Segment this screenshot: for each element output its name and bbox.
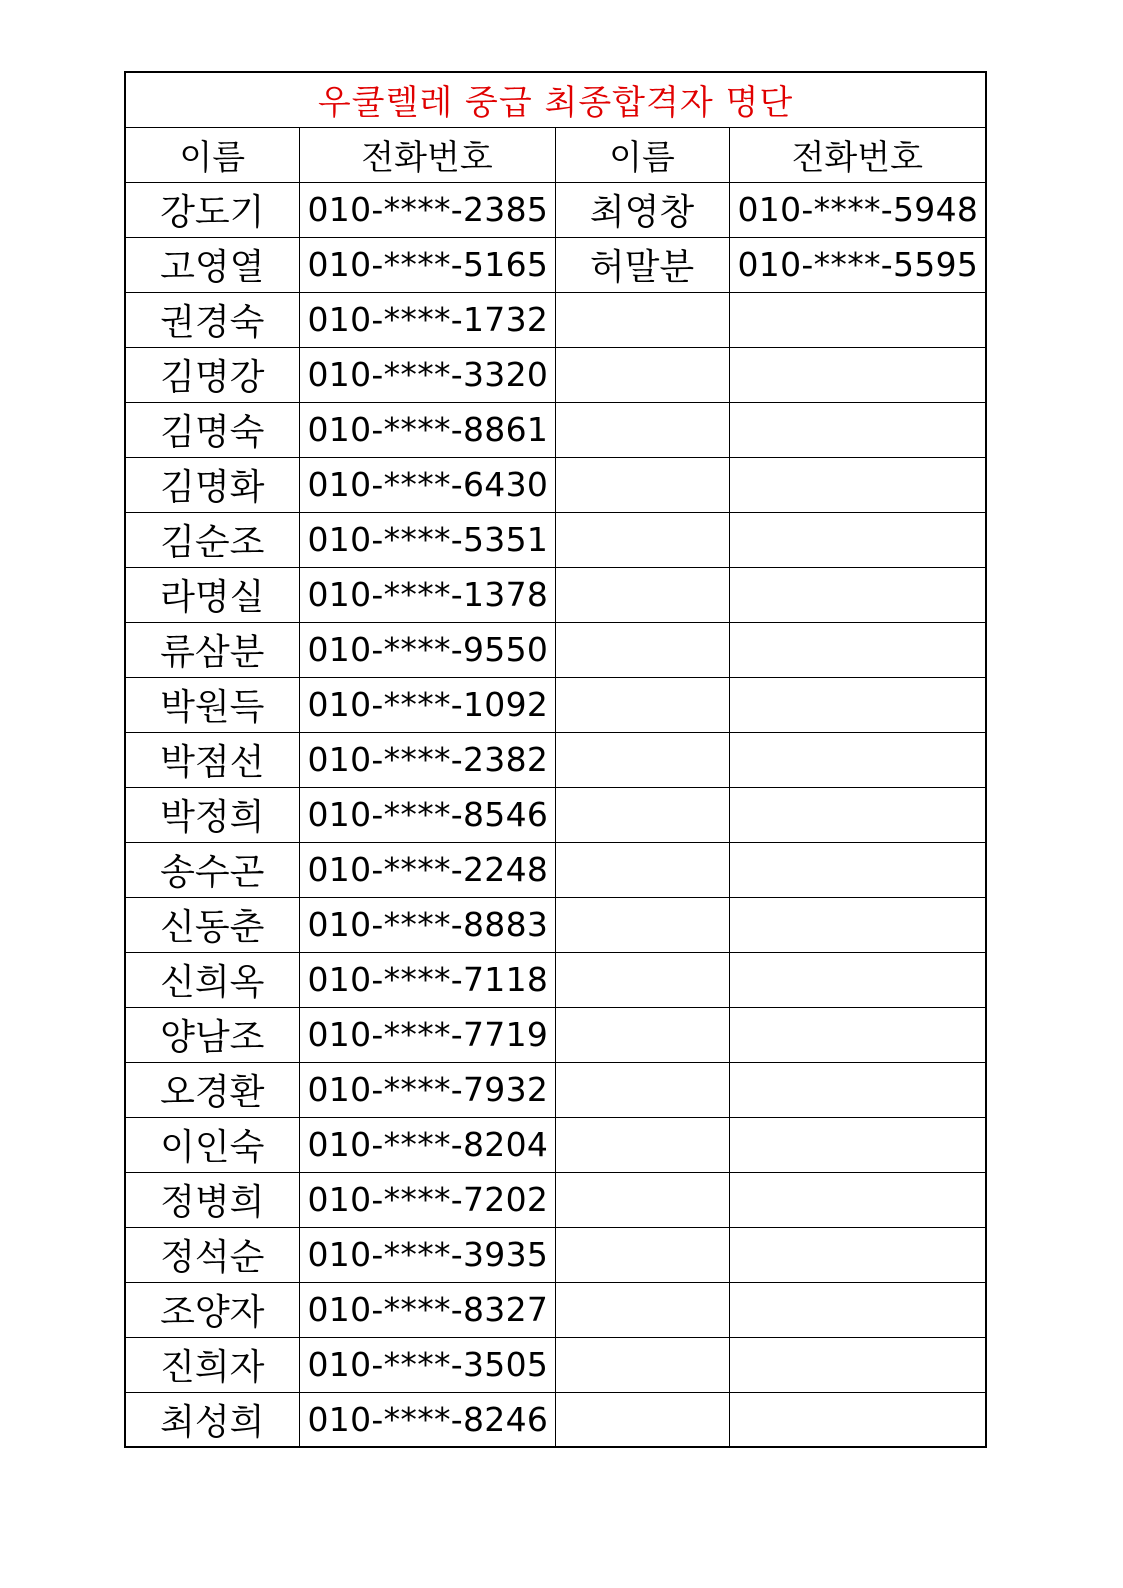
- name-cell: 오경환: [125, 1062, 299, 1117]
- phone-cell: [729, 512, 986, 567]
- name-cell: [555, 402, 729, 457]
- phone-cell: 010-****-2248: [299, 842, 555, 897]
- name-cell: 강도기: [125, 182, 299, 237]
- phone-cell: [729, 457, 986, 512]
- phone-cell: 010-****-5165: [299, 237, 555, 292]
- phone-cell: 010-****-2385: [299, 182, 555, 237]
- phone-cell: 010-****-2382: [299, 732, 555, 787]
- phone-cell: 010-****-1732: [299, 292, 555, 347]
- name-cell: [555, 292, 729, 347]
- name-cell: 김순조: [125, 512, 299, 567]
- table-row: [125, 1282, 986, 1337]
- phone-cell: [729, 1172, 986, 1227]
- name-cell: 고영열: [125, 237, 299, 292]
- name-cell: [555, 457, 729, 512]
- phone-cell: [729, 787, 986, 842]
- phone-cell: 010-****-5948: [729, 182, 986, 237]
- table-row: [125, 292, 986, 347]
- phone-cell: [729, 622, 986, 677]
- name-cell: [555, 1392, 729, 1447]
- phone-cell: 010-****-9550: [299, 622, 555, 677]
- name-cell: [555, 1227, 729, 1282]
- name-cell: 정병희: [125, 1172, 299, 1227]
- name-cell: [555, 842, 729, 897]
- name-cell: [555, 347, 729, 402]
- phone-cell: 010-****-3320: [299, 347, 555, 402]
- name-cell: [555, 1117, 729, 1172]
- name-cell: [555, 952, 729, 1007]
- phone-cell: [729, 402, 986, 457]
- table-row: [125, 347, 986, 402]
- phone-cell: 010-****-1092: [299, 677, 555, 732]
- phone-cell: 010-****-8246: [299, 1392, 555, 1447]
- phone-cell: [729, 1007, 986, 1062]
- name-cell: 송수곤: [125, 842, 299, 897]
- phone-cell: [729, 952, 986, 1007]
- table-row: [125, 622, 986, 677]
- phone-cell: [729, 897, 986, 952]
- name-cell: 김명강: [125, 347, 299, 402]
- table-row: [125, 512, 986, 567]
- name-cell: 류삼분: [125, 622, 299, 677]
- name-cell: 양남조: [125, 1007, 299, 1062]
- table-row: [125, 732, 986, 787]
- name-cell: 박정희: [125, 787, 299, 842]
- table-row: [125, 897, 986, 952]
- table-row: [125, 1117, 986, 1172]
- name-cell: 허말분: [555, 237, 729, 292]
- name-cell: 신희옥: [125, 952, 299, 1007]
- page-title: 우쿨렐레 중급 최종합격자 명단: [125, 72, 986, 127]
- phone-cell: 010-****-8204: [299, 1117, 555, 1172]
- name-cell: 신동춘: [125, 897, 299, 952]
- title-row: [125, 72, 986, 127]
- phone-cell: [729, 1392, 986, 1447]
- phone-cell: [729, 347, 986, 402]
- phone-cell: 010-****-8883: [299, 897, 555, 952]
- name-cell: [555, 1062, 729, 1117]
- name-cell: 라명실: [125, 567, 299, 622]
- phone-cell: 010-****-8546: [299, 787, 555, 842]
- roster-body: [125, 182, 986, 1447]
- phone-cell: 010-****-8327: [299, 1282, 555, 1337]
- phone-cell: [729, 292, 986, 347]
- phone-cell: 010-****-3935: [299, 1227, 555, 1282]
- table-row: [125, 677, 986, 732]
- phone-cell: 010-****-3505: [299, 1337, 555, 1392]
- phone-cell: [729, 732, 986, 787]
- table-row: [125, 182, 986, 237]
- name-cell: [555, 787, 729, 842]
- phone-cell: [729, 842, 986, 897]
- roster-table: [124, 71, 987, 1448]
- table-row: [125, 787, 986, 842]
- name-cell: [555, 512, 729, 567]
- name-cell: [555, 1337, 729, 1392]
- name-cell: 박점선: [125, 732, 299, 787]
- phone-cell: 010-****-7932: [299, 1062, 555, 1117]
- name-cell: [555, 622, 729, 677]
- table-row: [125, 1172, 986, 1227]
- phone-cell: [729, 1282, 986, 1337]
- phone-cell: 010-****-8861: [299, 402, 555, 457]
- header-row: [125, 127, 986, 182]
- name-cell: 진희자: [125, 1337, 299, 1392]
- table-row: [125, 567, 986, 622]
- name-cell: 김명화: [125, 457, 299, 512]
- name-cell: [555, 567, 729, 622]
- name-cell: [555, 897, 729, 952]
- phone-cell: [729, 1062, 986, 1117]
- table-row: [125, 952, 986, 1007]
- phone-cell: 010-****-6430: [299, 457, 555, 512]
- phone-cell: [729, 677, 986, 732]
- phone-cell: [729, 1337, 986, 1392]
- name-cell: [555, 1282, 729, 1337]
- phone-cell: [729, 1117, 986, 1172]
- table-row: [125, 237, 986, 292]
- table-row: [125, 1337, 986, 1392]
- phone-cell: 010-****-7202: [299, 1172, 555, 1227]
- column-header-phone: 전화번호: [729, 127, 986, 182]
- column-header-name: 이름: [555, 127, 729, 182]
- name-cell: 권경숙: [125, 292, 299, 347]
- phone-cell: 010-****-7118: [299, 952, 555, 1007]
- table-row: [125, 1392, 986, 1447]
- phone-cell: [729, 1227, 986, 1282]
- name-cell: [555, 677, 729, 732]
- table-row: [125, 842, 986, 897]
- table-row: [125, 457, 986, 512]
- table-row: [125, 402, 986, 457]
- table-row: [125, 1227, 986, 1282]
- table-row: [125, 1007, 986, 1062]
- phone-cell: 010-****-5595: [729, 237, 986, 292]
- phone-cell: [729, 567, 986, 622]
- name-cell: 최영창: [555, 182, 729, 237]
- table-row: [125, 1062, 986, 1117]
- name-cell: 정석순: [125, 1227, 299, 1282]
- phone-cell: 010-****-5351: [299, 512, 555, 567]
- name-cell: 김명숙: [125, 402, 299, 457]
- name-cell: 이인숙: [125, 1117, 299, 1172]
- name-cell: [555, 1172, 729, 1227]
- name-cell: 박원득: [125, 677, 299, 732]
- phone-cell: 010-****-7719: [299, 1007, 555, 1062]
- name-cell: 조양자: [125, 1282, 299, 1337]
- column-header-phone: 전화번호: [299, 127, 555, 182]
- name-cell: [555, 1007, 729, 1062]
- name-cell: [555, 732, 729, 787]
- column-header-name: 이름: [125, 127, 299, 182]
- name-cell: 최성희: [125, 1392, 299, 1447]
- phone-cell: 010-****-1378: [299, 567, 555, 622]
